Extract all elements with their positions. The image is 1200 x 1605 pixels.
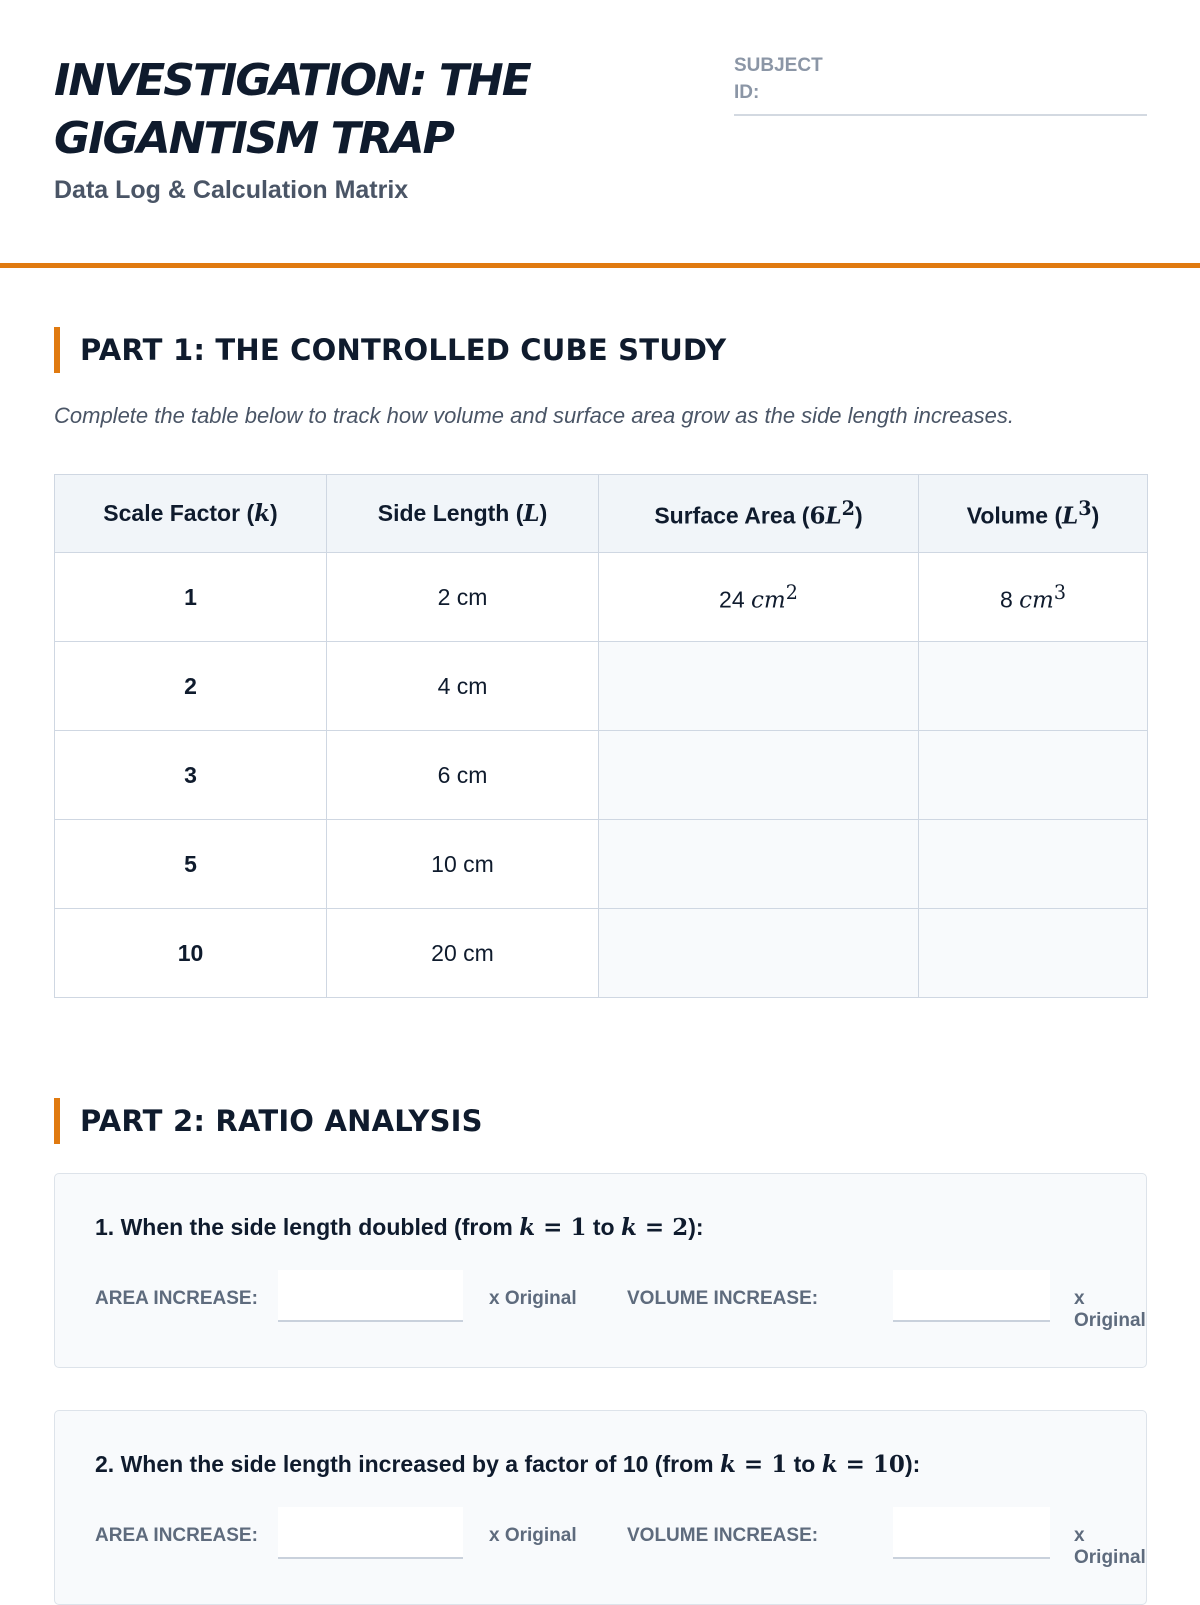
page-subtitle: Data Log & Calculation Matrix <box>54 176 409 204</box>
surface-area-label: Surface Area ( <box>654 502 810 529</box>
page-title <box>54 52 654 168</box>
volume-answer-cell[interactable] <box>919 642 1148 731</box>
table-row <box>55 909 1148 998</box>
surface-area-value: 24 <box>719 586 745 613</box>
surface-area-answer-cell[interactable] <box>599 909 919 998</box>
answer-row <box>95 1270 1146 1331</box>
question-2-suffix: ): <box>904 1451 921 1477</box>
surface-area-unit-exponent: 2 <box>785 580 798 604</box>
volume-increase-label: VOLUME INCREASE: <box>627 1525 819 1546</box>
part-1-heading: PART 1: THE CONTROLLED CUBE STUDY <box>54 327 726 373</box>
volume-unit-label: x Original <box>1074 1525 1146 1568</box>
scale-factor-cell: 5 <box>55 820 327 909</box>
table-header-row <box>55 475 1148 553</box>
volume-increase-label: VOLUME INCREASE: <box>627 1288 819 1309</box>
area-increase-input[interactable] <box>278 1507 463 1559</box>
ratio-question-card-2 <box>54 1410 1147 1605</box>
question-1-text <box>95 1214 704 1241</box>
scale-factor-cell: 1 <box>55 553 327 642</box>
scale-factor-symbol: k <box>254 500 271 527</box>
page-header <box>0 0 1200 268</box>
surface-area-answer-cell[interactable] <box>599 642 919 731</box>
side-length-label: Side Length ( <box>377 500 524 526</box>
scale-factor-label: Scale Factor ( <box>103 500 255 526</box>
question-1-prefix: 1. When the side length doubled (from <box>95 1214 520 1240</box>
area-increase-label: AREA INCREASE: <box>95 1525 258 1546</box>
volume-unit-exponent: 3 <box>1053 580 1067 604</box>
scale-factor-cell: 2 <box>55 642 327 731</box>
side-length-symbol: L <box>523 500 540 527</box>
question-1-var-2: k <box>620 1214 637 1241</box>
surface-area-coef: 6 <box>809 502 826 530</box>
volume-exponent: 3 <box>1078 497 1092 521</box>
side-length-cell: 4 cm <box>327 642 599 731</box>
area-unit-label: x Original <box>489 1525 577 1546</box>
surface-area-close: ) <box>854 502 863 529</box>
question-2-mid: to <box>787 1451 822 1477</box>
volume-close: ) <box>1091 502 1100 529</box>
side-length-cell: 6 cm <box>327 731 599 820</box>
surface-area-exponent: 2 <box>841 497 855 521</box>
table-row <box>55 642 1148 731</box>
table-row <box>55 820 1148 909</box>
surface-area-unit: cm <box>751 587 786 614</box>
surface-area-symbol: L <box>825 502 842 530</box>
column-header-scale-factor <box>55 475 327 553</box>
side-length-cell: 20 cm <box>327 909 599 998</box>
part-2-heading: PART 2: RATIO ANALYSIS <box>54 1098 483 1144</box>
scale-factor-close: ) <box>270 500 278 526</box>
subject-id-field[interactable] <box>734 52 1147 116</box>
question-1-suffix: ): <box>688 1214 704 1240</box>
column-header-side-length <box>327 475 599 553</box>
column-header-volume <box>919 475 1148 553</box>
volume-increase-input[interactable] <box>893 1507 1050 1559</box>
question-1-eq-2: = 2 <box>636 1214 689 1241</box>
volume-answer-cell[interactable] <box>919 820 1148 909</box>
area-unit-label: x Original <box>489 1288 577 1309</box>
subject-id-label-line-1: SUBJECT <box>734 55 823 76</box>
question-2-var-2: k <box>821 1451 838 1478</box>
surface-area-answer-cell[interactable] <box>599 820 919 909</box>
question-1-mid: to <box>586 1214 621 1240</box>
side-length-cell: 2 cm <box>327 553 599 642</box>
question-1-var-1: k <box>519 1214 536 1241</box>
question-2-eq-1: = 1 <box>735 1451 788 1478</box>
question-2-var-1: k <box>719 1451 736 1478</box>
column-header-surface-area <box>599 475 919 553</box>
question-2-eq-2: = 10 <box>837 1451 905 1478</box>
volume-unit: cm <box>1019 587 1054 614</box>
answer-row <box>95 1507 1146 1568</box>
side-length-cell: 10 cm <box>327 820 599 909</box>
volume-increase-input[interactable] <box>893 1270 1050 1322</box>
scale-factor-cell: 10 <box>55 909 327 998</box>
area-increase-input[interactable] <box>278 1270 463 1322</box>
table-row <box>55 731 1148 820</box>
scale-factor-cell: 3 <box>55 731 327 820</box>
question-2-text <box>95 1451 920 1478</box>
area-increase-label: AREA INCREASE: <box>95 1288 258 1309</box>
volume-unit-label: x Original <box>1074 1288 1146 1331</box>
cube-data-table <box>54 474 1148 998</box>
table-row <box>55 553 1148 642</box>
title-line-1: INVESTIGATION: THE <box>54 55 530 106</box>
volume-cell <box>919 553 1148 642</box>
volume-label: Volume ( <box>966 502 1063 529</box>
title-line-2: GIGANTISM TRAP <box>54 113 453 164</box>
question-1-eq-1: = 1 <box>535 1214 587 1241</box>
volume-value: 8 <box>999 586 1013 613</box>
subject-id-label <box>734 52 844 106</box>
surface-area-cell <box>599 553 919 642</box>
part-1-instructions: Complete the table below to track how volume and surface area grow as the side length increases. <box>54 403 1014 428</box>
volume-answer-cell[interactable] <box>919 731 1148 820</box>
ratio-question-card-1 <box>54 1173 1147 1368</box>
volume-answer-cell[interactable] <box>919 909 1148 998</box>
volume-symbol: L <box>1062 502 1079 530</box>
subject-id-label-line-2: ID: <box>734 82 760 103</box>
surface-area-answer-cell[interactable] <box>599 731 919 820</box>
question-2-prefix: 2. When the side length increased by a factor of 10 (from <box>95 1451 720 1477</box>
side-length-close: ) <box>539 500 548 526</box>
